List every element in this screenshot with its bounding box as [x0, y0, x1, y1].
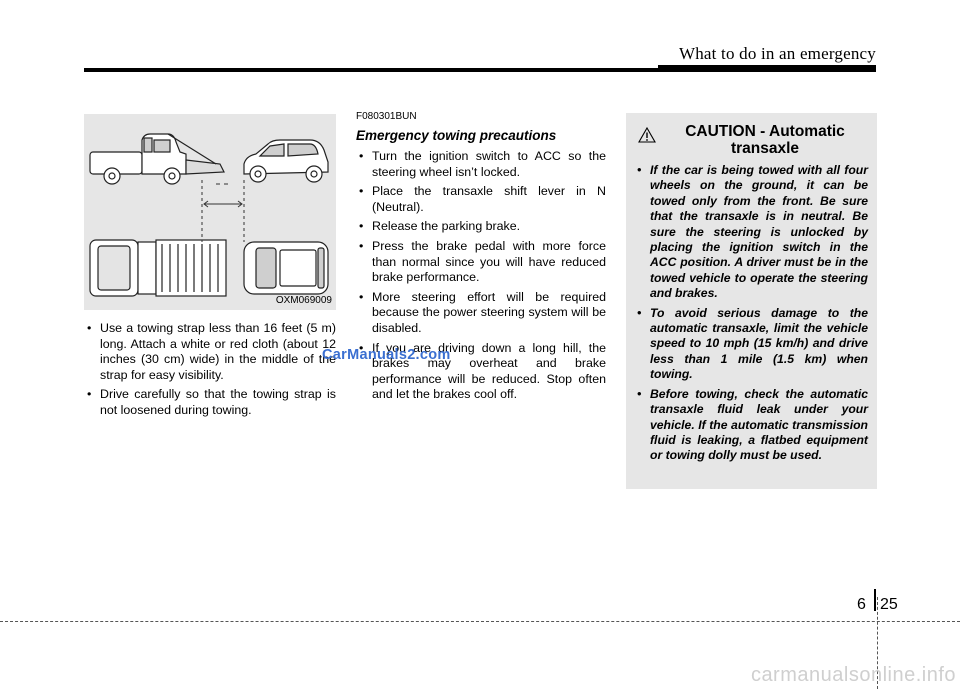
- page-number: 25: [880, 596, 898, 613]
- list-item: • Before towing, check the automatic transaxle fluid leak under your vehicle. If the automatic transmission fluid is leaking, a flatbed equipment or towing dolly must be used.: [634, 387, 868, 464]
- caution-header: [634, 123, 868, 157]
- caution-title: CAUTION - Automatic transaxle: [685, 123, 845, 157]
- section-code: F080301BUN: [356, 111, 417, 122]
- list-item: • Use a towing strap less than 16 feet (5 m) long. Attach a white or red cloth (about 12 inches (30 cm) wide) in the middle of the strap for easy visibility.: [84, 321, 336, 383]
- list-item: • To avoid serious damage to the automatic transaxle, limit the vehicle speed to 10 mph (15 km/h) and drive less than 1 mile (1.5 km) when towing.: [634, 306, 868, 383]
- caution-box: [626, 113, 877, 489]
- list-item: • If you are driving down a long hill, the brakes may overheat and brake performance will be reduced. Stop often and let the brakes cool off.: [356, 341, 606, 403]
- watermark-text: CarManuals2.com: [322, 347, 451, 363]
- tow-truck-and-car-drawing: [84, 114, 336, 310]
- header-tab-bar: [658, 65, 876, 72]
- section-heading: Emergency towing precautions: [356, 128, 557, 143]
- figure-code: OXM069009: [275, 295, 332, 306]
- list-item: • Place the transaxle shift lever in N (Neutral).: [356, 184, 606, 215]
- list-item: • More steering effort will be required because the power steering system will be disabled.: [356, 290, 606, 337]
- chapter-number: 6: [857, 596, 866, 613]
- list-item: • If the car is being towed with all four wheels on the ground, it can be towed only from the front. Be sure that the transaxle is in neutral. Be sure the steering is unlocked by placing the ignition switch in the ACC position. A driver must be in the towed vehicle to operate the steering and brakes.: [634, 163, 868, 302]
- precautions-list: [356, 149, 606, 403]
- footer-rule: [0, 621, 960, 622]
- left-column: [84, 321, 336, 423]
- site-watermark: carmanualsonline.info: [750, 664, 956, 686]
- list-item: • Drive carefully so that the towing strap is not loosened during towing.: [84, 387, 336, 418]
- left-bullet-list: [84, 321, 336, 419]
- warning-triangle-icon: [638, 127, 656, 143]
- list-item: • Press the brake pedal with more force than normal since you will have reduced brake performance.: [356, 239, 606, 286]
- caution-list: [634, 163, 868, 464]
- towing-illustration: [84, 114, 336, 310]
- list-item: • Turn the ignition switch to ACC so the steering wheel isn’t locked.: [356, 149, 606, 180]
- list-item: • Release the parking brake.: [356, 219, 606, 235]
- page-number-divider: [874, 589, 876, 611]
- section-header-title: What to do in an emergency: [678, 44, 876, 63]
